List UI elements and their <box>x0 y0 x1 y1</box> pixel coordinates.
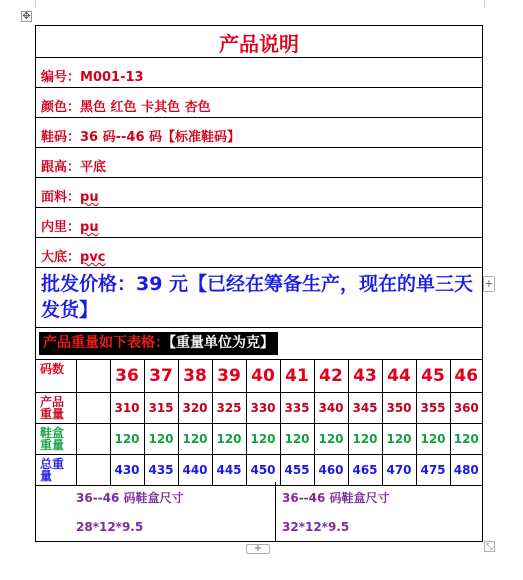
spec-label: 大底： <box>41 250 81 265</box>
box-weight-cell: 120 <box>178 424 212 455</box>
spec-row-code <box>36 58 482 88</box>
product-weight-cell: 335 <box>280 393 314 424</box>
weight-banner <box>39 332 278 355</box>
product-weight-cell: 360 <box>450 393 482 424</box>
product-weight-row <box>36 393 482 424</box>
box-weight-cell: 120 <box>450 424 482 455</box>
spacer-cell <box>76 424 110 455</box>
spec-value: M001-13 <box>80 70 144 85</box>
wholesale-price-text: 批发价格：39 元【已经在筹备生产，现在的单三天发货】 <box>41 273 474 321</box>
size-row <box>36 360 482 393</box>
spec-value: 36 码--46 码【标准鞋码】 <box>80 130 241 145</box>
size-cell: 37 <box>144 360 178 393</box>
spec-label: 鞋码： <box>41 130 81 145</box>
total-weight-cell: 470 <box>382 455 416 486</box>
box-weight-cell: 120 <box>280 424 314 455</box>
product-weight-cell: 340 <box>314 393 348 424</box>
product-weight-cell: 355 <box>416 393 450 424</box>
spec-value: pu <box>80 190 99 205</box>
total-weight-cell: 430 <box>110 455 144 486</box>
box-weight-row <box>36 424 482 455</box>
total-weight-cell: 460 <box>314 455 348 486</box>
weight-banner-unit: 【重量单位为克】 <box>169 335 274 351</box>
box-weight-cell: 120 <box>314 424 348 455</box>
product-spec-table <box>35 25 483 542</box>
box-dimension-label: 36--46 码鞋盒尺寸 <box>282 491 390 505</box>
box-dimensions-row <box>36 482 482 541</box>
size-cell: 46 <box>450 360 482 393</box>
box-dimension-value: 28*12*9.5 <box>76 520 144 534</box>
spec-label: 面料： <box>41 190 81 205</box>
add-column-icon[interactable]: + <box>484 277 494 290</box>
page-margin-guide <box>35 0 485 8</box>
size-cell: 39 <box>212 360 246 393</box>
size-row-label: 码数 <box>36 360 76 393</box>
product-weight-cell: 345 <box>348 393 382 424</box>
page-title: 产品说明 <box>219 32 299 56</box>
spec-label: 编号： <box>41 70 81 85</box>
box-dimension-label: 36--46 码鞋盒尺寸 <box>76 491 184 505</box>
product-weight-cell: 330 <box>246 393 280 424</box>
product-weight-cell: 350 <box>382 393 416 424</box>
spec-value: pvc <box>80 250 106 265</box>
total-weight-cell: 450 <box>246 455 280 486</box>
spacer-cell <box>76 455 110 486</box>
box-weight-cell: 120 <box>348 424 382 455</box>
total-weight-cell: 480 <box>450 455 482 486</box>
weight-table <box>36 360 482 486</box>
spec-row-sole <box>36 238 482 268</box>
box-dimension-cell <box>36 482 276 541</box>
spec-row-heel <box>36 148 482 178</box>
spec-label: 内里： <box>41 220 81 235</box>
spec-label: 颜色： <box>41 100 81 115</box>
weight-header-row <box>36 328 482 360</box>
spec-value: 平底 <box>80 160 107 175</box>
size-cell: 36 <box>110 360 144 393</box>
box-weight-cell: 120 <box>416 424 450 455</box>
box-weight-cell: 120 <box>110 424 144 455</box>
total-weight-cell: 445 <box>212 455 246 486</box>
product-weight-cell: 325 <box>212 393 246 424</box>
size-cell: 41 <box>280 360 314 393</box>
weight-banner-title: 产品重量如下表格： <box>43 335 169 351</box>
box-weight-label: 鞋盒重量 <box>36 424 76 455</box>
product-weight-label: 产品重量 <box>36 393 76 424</box>
table-resize-handle-icon[interactable]: ⤡ <box>484 541 495 552</box>
box-dimension-cell <box>276 482 482 541</box>
spec-label: 跟高： <box>41 160 81 175</box>
box-weight-cell: 120 <box>144 424 178 455</box>
spec-row-lining <box>36 208 482 238</box>
spec-value: pu <box>80 220 99 235</box>
spacer-cell <box>76 360 110 393</box>
size-cell: 43 <box>348 360 382 393</box>
box-weight-cell: 120 <box>246 424 280 455</box>
spec-row-upper <box>36 178 482 208</box>
total-weight-row <box>36 455 482 486</box>
spacer-cell <box>76 393 110 424</box>
size-cell: 42 <box>314 360 348 393</box>
total-weight-cell: 465 <box>348 455 382 486</box>
title-row <box>36 26 482 58</box>
size-cell: 45 <box>416 360 450 393</box>
size-cell: 38 <box>178 360 212 393</box>
total-weight-label: 总重量 <box>36 455 76 486</box>
total-weight-cell: 440 <box>178 455 212 486</box>
spec-row-color <box>36 88 482 118</box>
box-weight-cell: 120 <box>382 424 416 455</box>
total-weight-cell: 475 <box>416 455 450 486</box>
box-dimension-value: 32*12*9.5 <box>282 520 350 534</box>
price-row <box>36 268 482 328</box>
total-weight-cell: 455 <box>280 455 314 486</box>
size-cell: 44 <box>382 360 416 393</box>
product-weight-cell: 320 <box>178 393 212 424</box>
size-cell: 40 <box>246 360 280 393</box>
total-weight-cell: 435 <box>144 455 178 486</box>
table-move-handle-icon[interactable]: ✥ <box>22 11 31 22</box>
add-row-icon[interactable]: + <box>246 544 270 554</box>
product-weight-cell: 315 <box>144 393 178 424</box>
box-weight-cell: 120 <box>212 424 246 455</box>
spec-value: 黑色 红色 卡其色 杏色 <box>80 100 211 115</box>
spec-row-size <box>36 118 482 148</box>
product-weight-cell: 310 <box>110 393 144 424</box>
